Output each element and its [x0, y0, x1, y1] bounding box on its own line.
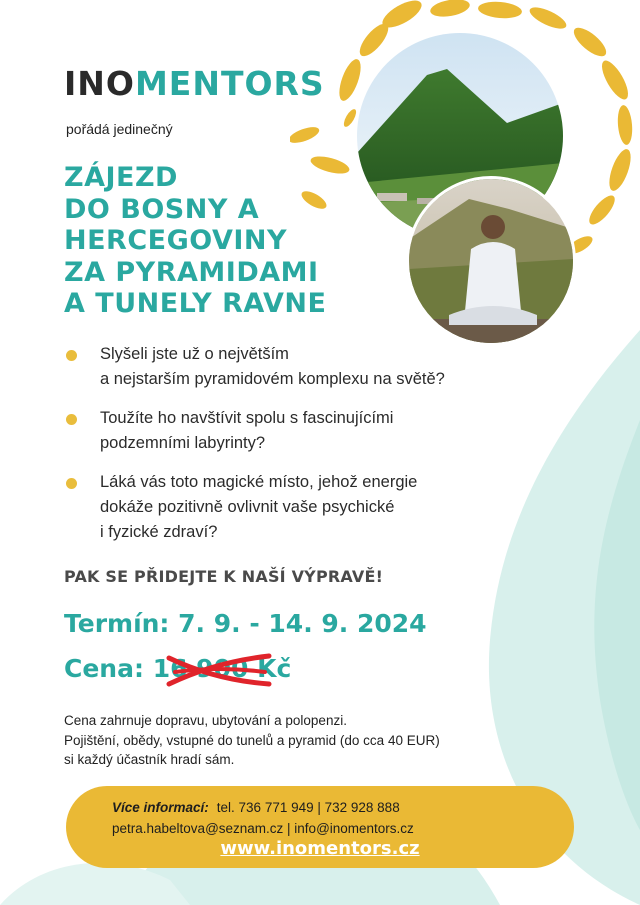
list-item-text: dokáže pozitivně ovlivnit vaše psychické	[100, 498, 395, 516]
list-item	[64, 470, 584, 545]
website-link[interactable]: www.inomentors.cz	[220, 838, 420, 859]
title-line: DO BOSNY A	[64, 193, 260, 225]
meditating-woman-photo	[406, 176, 576, 346]
list-item-text: i fyzické zdraví?	[100, 523, 218, 541]
title-line: HERCEGOVINY	[64, 225, 288, 256]
list-item-text: a nejstarším pyramidovém komplexu na světě?	[100, 370, 445, 388]
contact-phones[interactable]: tel. 736 771 949 | 732 928 888	[216, 800, 400, 815]
list-item-text: Toužíte ho navštívit spolu s fascinujícími	[100, 409, 394, 427]
list-item-text: podzemními labyrinty?	[100, 434, 266, 452]
bullet-dot-icon	[66, 414, 77, 425]
trip-dates: Termín: 7. 9. - 14. 9. 2024	[64, 609, 427, 638]
price-note	[64, 711, 440, 770]
title-line: ZA PYRAMIDAMI	[64, 256, 319, 288]
title-line: A TUNELY RAVNE	[64, 288, 327, 319]
contact-label: Více informací:	[112, 800, 209, 815]
price-amount-wrapper	[153, 654, 292, 683]
price-label: Cena:	[64, 654, 144, 683]
call-to-action: PAK SE PŘIDEJTE K NAŠÍ VÝPRAVĚ!	[64, 567, 384, 586]
bullet-dot-icon	[66, 478, 77, 489]
note-line: Cena zahrnuje dopravu, ubytování a polopenzi.	[64, 713, 347, 728]
question-list	[64, 342, 584, 559]
contact-emails[interactable]: petra.habeltova@seznam.cz | info@inomentors.cz	[112, 821, 414, 836]
contact-info-box	[66, 786, 574, 868]
list-item	[64, 406, 584, 456]
title-line: ZÁJEZD	[64, 162, 178, 193]
logo-part-mentors: MENTORS	[134, 64, 325, 103]
page-title	[64, 162, 326, 320]
list-item-text: Slyšeli jste už o největším	[100, 345, 289, 363]
list-item-text: Láká vás toto magické místo, jehož energie	[100, 473, 418, 491]
logo-part-ino: INO	[64, 64, 135, 103]
brand-logo	[64, 64, 325, 103]
price-amount: 16 900 Kč	[152, 654, 292, 683]
contact-phones-line	[112, 800, 400, 815]
note-line: Pojištění, obědy, vstupné do tunelů a pyramid (do cca 40 EUR)	[64, 732, 440, 748]
bullet-dot-icon	[66, 350, 77, 361]
trip-price	[64, 654, 291, 683]
list-item	[64, 342, 584, 392]
note-line: si každý účastník hradí sám.	[64, 752, 235, 767]
tagline: pořádá jedinečný	[66, 121, 173, 137]
